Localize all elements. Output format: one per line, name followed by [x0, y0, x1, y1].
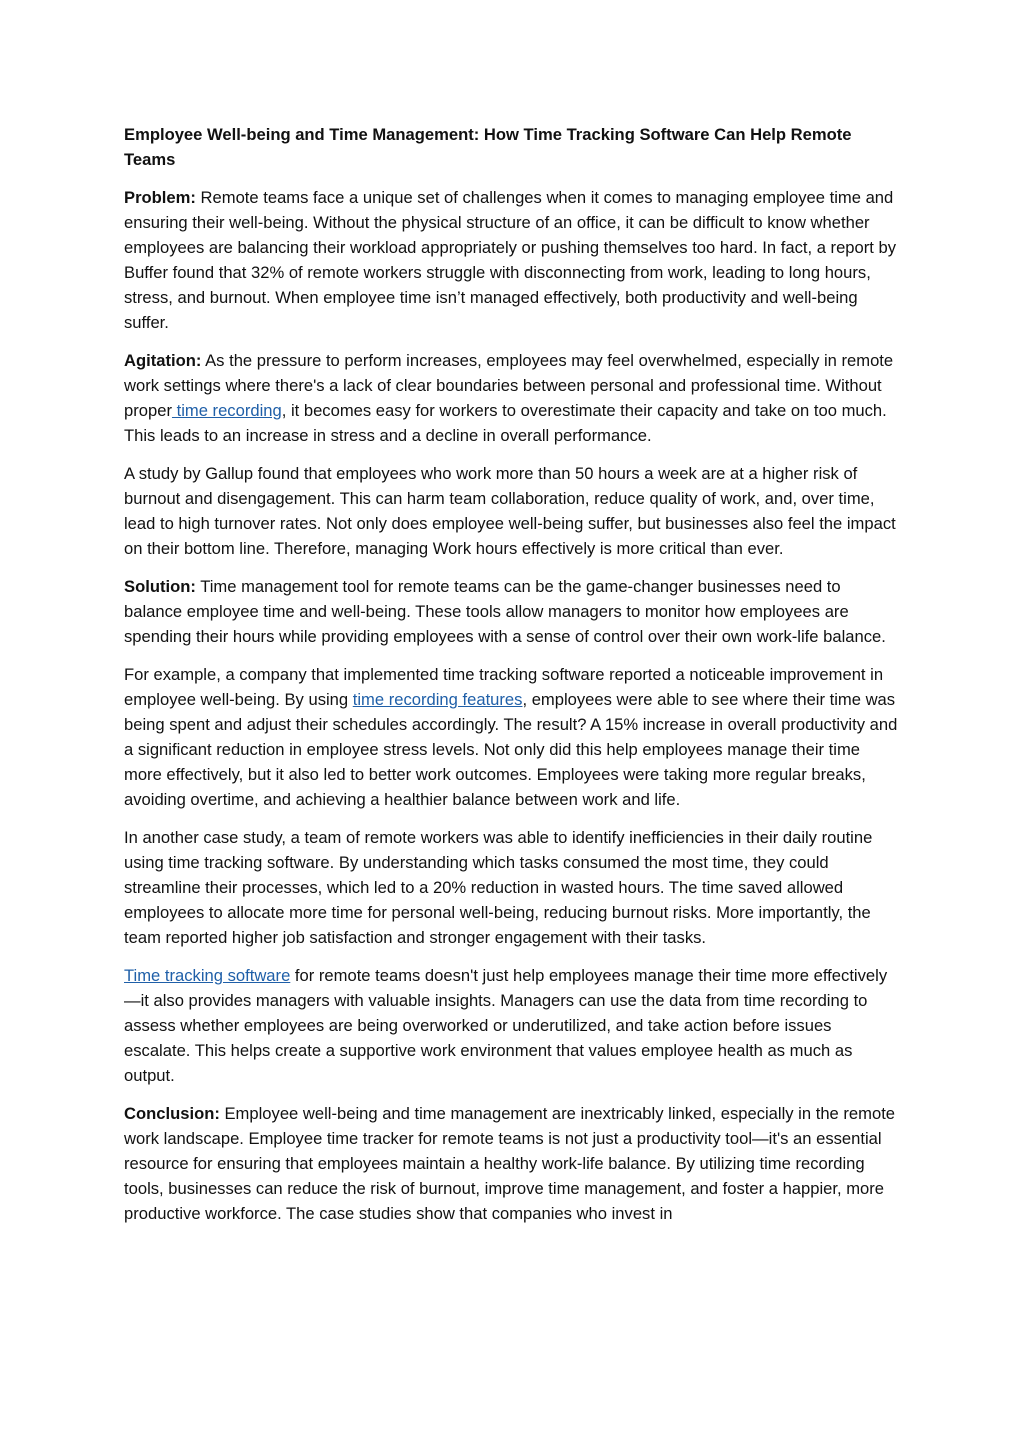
problem-label: Problem: — [124, 188, 196, 207]
problem-text: Remote teams face a unique set of challenges when it comes to managing employee time and ensuring their well-being. Without the physical structure of an office, it can be difficult to know whether employees are balancing their workload appropriately or pushing themselves too hard. In fact, a report by Buffer found that 32% of remote workers struggle with disconnecting from work, leading to long hours, stress, and burnout. When employee time isn’t managed effectively, both productivity and well-being suffer. — [124, 188, 897, 332]
conclusion-paragraph — [124, 1101, 900, 1226]
agitation-text-after: , it becomes easy for workers to overestimate their capacity and take on too much. This leads to an increase in stress and a decline in overall performance. — [124, 401, 887, 445]
document-title: Employee Well-being and Time Management: How Time Tracking Software Can Help Remote Teams — [124, 125, 852, 169]
agitation-paragraph — [124, 348, 900, 448]
insights-paragraph — [124, 963, 900, 1088]
agitation-label: Agitation: — [124, 351, 202, 370]
agitation-text-before: As the pressure to perform increases, employees may feel overwhelmed, especially in remote work settings where there's a lack of clear boundaries between personal and professional time. Without proper — [124, 351, 894, 420]
example-text-after: , employees were able to see where their time was being spent and adjust their schedules accordingly. The result? A 15% increase in overall productivity and a significant reduction in employee stress levels. Not only did this help employees manage their time more effectively, but it also led to better work outcomes. Employees were taking more regular breaks, avoiding overtime, and achieving a healthier balance between work and life. — [124, 690, 898, 809]
conclusion-text: Employee well-being and time management are inextricably linked, especially in the remote work landscape. Employee time tracker for remote teams is not just a productivity tool—it's an essential resource for ensuring that employees maintain a healthy work-life balance. By utilizing time recording tools, businesses can reduce the risk of burnout, improve time management, and foster a happier, more productive workforce. The case studies show that companies who invest in — [124, 1104, 896, 1223]
time-recording-link[interactable]: time recording — [171, 401, 282, 420]
problem-paragraph — [124, 185, 900, 335]
time-recording-features-link[interactable]: time recording features — [352, 690, 523, 709]
solution-paragraph — [124, 574, 900, 649]
document-body — [124, 122, 900, 1239]
conclusion-label: Conclusion: — [124, 1104, 220, 1123]
solution-label: Solution: — [124, 577, 196, 596]
solution-text: Time management tool for remote teams can be the game-changer businesses need to balance employee time and well-being. These tools allow managers to monitor how employees are spending their hours while providing employees with a sense of control over their own work-life balance. — [124, 577, 886, 646]
case-study-paragraph: In another case study, a team of remote workers was able to identify inefficiencies in their daily routine using time tracking software. By understanding which tasks consumed the most time, they could streamline their processes, which led to a 20% reduction in wasted hours. The time saved allowed employees to allocate more time for personal well-being, reducing burnout risks. More importantly, the team reported higher job satisfaction and stronger engagement with their tasks. — [124, 828, 873, 947]
insights-text-after: for remote teams doesn't just help employees manage their time more effectively—it also provides managers with valuable insights. Managers can use the data from time recording to assess whether employees are being overworked or underutilized, and take action before issues escalate. This helps create a supportive work environment that values employee health as much as output. — [124, 966, 888, 1085]
example-paragraph — [124, 662, 900, 812]
time-tracking-software-link[interactable]: Time tracking software — [124, 966, 291, 985]
example-text-before: For example, a company that implemented time tracking software reported a noticeable improvement in employee well-being. By using — [124, 665, 884, 709]
gallup-paragraph: A study by Gallup found that employees who work more than 50 hours a week are at a higher risk of burnout and disengagement. This can harm team collaboration, reduce quality of work, and, over time, lead to high turnover rates. Not only does employee well-being suffer, but businesses also feel the impact on their bottom line. Therefore, managing Work hours effectively is more critical than ever. — [124, 464, 896, 558]
